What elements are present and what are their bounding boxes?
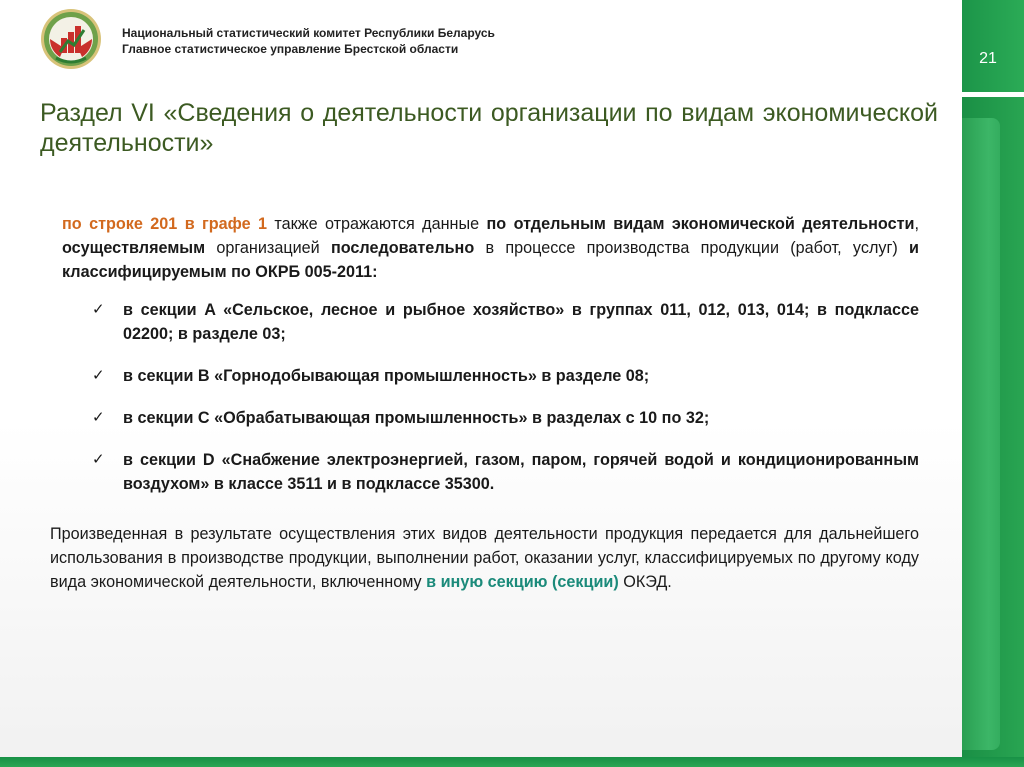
checkmark-icon: ✓ [92, 301, 105, 318]
coat-of-arms-logo [40, 8, 102, 70]
list-item [92, 406, 919, 430]
bottom-bar [0, 757, 1024, 767]
section-list [92, 298, 919, 514]
checkmark-icon: ✓ [92, 367, 105, 384]
intro-bold: по отдельным видам экономической деятельности [486, 215, 915, 233]
right-sidebar [962, 0, 1024, 767]
list-item-text: в секции D «Снабжение электроэнергией, газом, паром, горячей водой и кондиционированным воздухом» в классе 3511 и в подклассе 35300. [123, 451, 919, 493]
sidebar-panel [962, 118, 1000, 750]
org-line-1: Национальный статистический комитет Республики Беларусь [122, 26, 495, 40]
list-item [92, 448, 919, 496]
intro-text: , [914, 215, 919, 233]
slide-title: Раздел VI «Сведения о деятельности организации по видам экономической деятельности» [40, 99, 938, 157]
page-number: 21 [979, 50, 997, 67]
intro-highlight: по строке 201 в графе 1 [62, 215, 268, 233]
list-item-text: в секции A «Сельское, лесное и рыбное хозяйство» в группах 011, 012, 013, 014; в подклассе 02200; в разделе 03; [123, 301, 919, 343]
checkmark-icon: ✓ [92, 409, 105, 426]
final-text: Произведенная в результате осуществления этих видов деятельности продукция передается для дальнейшего использования в производстве продукции, выполнении работ, оказании услуг, классифицируемых по другому коду вида экономической деятельности, включенному [50, 525, 919, 591]
intro-bold: последовательно [330, 239, 475, 257]
final-paragraph [50, 522, 919, 594]
list-item [92, 298, 919, 346]
intro-text: организацией [205, 239, 331, 257]
intro-bold: осуществляемым [62, 239, 206, 257]
checkmark-icon: ✓ [92, 451, 105, 468]
list-item-text: в секции C «Обрабатывающая промышленность» в разделах с 10 по 32; [123, 409, 710, 427]
organization-header [122, 26, 495, 57]
org-line-2: Главное статистическое управление Брестской области [122, 41, 459, 56]
intro-text: также отражаются данные [267, 215, 487, 233]
final-text: ОКЭД. [618, 573, 672, 591]
intro-bold: и классифицируемым по ОКРБ 005-2011: [62, 239, 919, 281]
list-item-text: в секции B «Горнодобывающая промышленность» в разделе 08; [123, 367, 650, 385]
sidebar-divider [962, 92, 1024, 97]
intro-text: в процессе производства продукции (работ, услуг) [474, 239, 910, 257]
intro-paragraph [62, 212, 919, 284]
final-highlight: в иную секцию (секции) [426, 573, 619, 591]
list-item [92, 364, 919, 388]
sidebar-header [962, 0, 1024, 92]
